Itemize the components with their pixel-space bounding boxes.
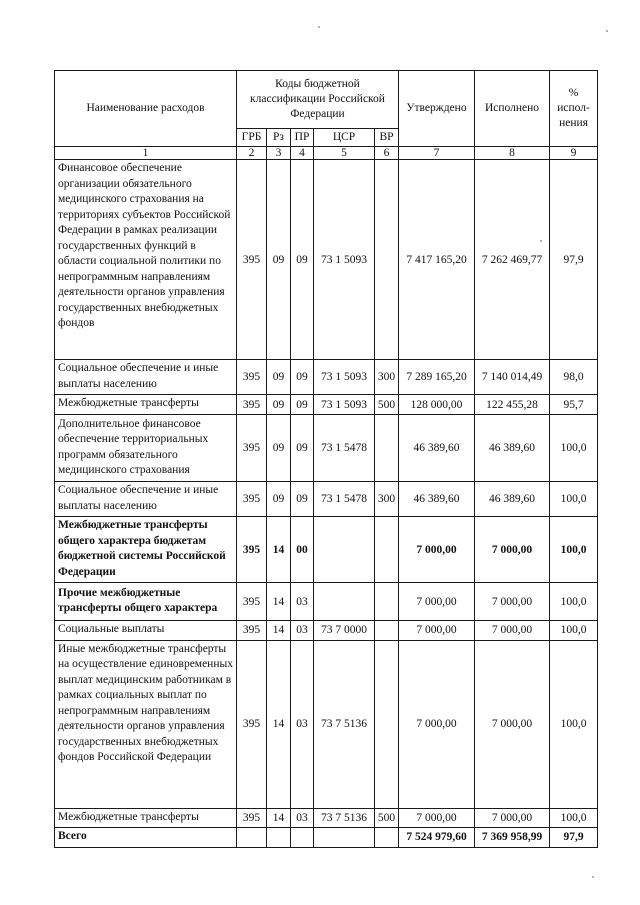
row-grb: 395 xyxy=(237,482,267,517)
table-row xyxy=(55,360,598,395)
row-csr: 73 7 0000 xyxy=(314,621,375,641)
table-row xyxy=(55,415,598,482)
row-grb: 395 xyxy=(237,808,267,828)
row-rz: 14 xyxy=(267,640,291,808)
row-pr: 00 xyxy=(291,517,314,583)
row-rz: 14 xyxy=(267,517,291,583)
header-codes: Коды бюджетной классификации Российской Федерации xyxy=(237,71,399,129)
total-approved: 7 524 979,60 xyxy=(399,828,475,848)
row-name: Финансовое обеспечение организации обязательного медицинского страхования на территориях субъектов Российской Федерации в рамках реализации государственных функций в области социальной политики по непрограммным направлениям деятельности органов управления государственных внебюджетных фондов xyxy=(55,160,237,360)
row-approved: 46 389,60 xyxy=(399,415,475,482)
row-percent: 100,0 xyxy=(550,517,598,583)
row-executed: 7 000,00 xyxy=(475,517,550,583)
header-vr: ВР xyxy=(375,129,399,147)
row-percent: 100,0 xyxy=(550,808,598,828)
row-rz: 09 xyxy=(267,160,291,360)
table-row xyxy=(55,395,598,415)
row-rz: 09 xyxy=(267,482,291,517)
row-csr xyxy=(314,583,375,621)
row-grb: 395 xyxy=(237,621,267,641)
row-rz: 09 xyxy=(267,360,291,395)
header-executed: Исполнено xyxy=(475,71,550,147)
row-approved: 7 000,00 xyxy=(399,621,475,641)
row-executed: 7 140 014,49 xyxy=(475,360,550,395)
table-row xyxy=(55,640,598,808)
scan-speck xyxy=(592,876,594,878)
row-grb: 395 xyxy=(237,640,267,808)
row-pr: 09 xyxy=(291,160,314,360)
row-approved: 7 000,00 xyxy=(399,517,475,583)
row-percent: 100,0 xyxy=(550,583,598,621)
scan-speck xyxy=(606,30,608,32)
row-vr xyxy=(375,640,399,808)
column-index: 8 xyxy=(475,147,550,160)
table-body xyxy=(55,160,598,828)
column-index-row xyxy=(55,147,598,160)
row-grb: 395 xyxy=(237,415,267,482)
row-pr: 09 xyxy=(291,482,314,517)
header-csr: ЦСР xyxy=(314,129,375,147)
row-vr: 500 xyxy=(375,808,399,828)
row-name: Межбюджетные трансферты xyxy=(55,395,237,415)
column-index: 5 xyxy=(314,147,375,160)
table-row xyxy=(55,482,598,517)
row-approved: 7 000,00 xyxy=(399,808,475,828)
total-label: Всего xyxy=(55,828,237,848)
row-grb: 395 xyxy=(237,583,267,621)
column-index: 3 xyxy=(267,147,291,160)
row-csr: 73 1 5478 xyxy=(314,415,375,482)
row-name: Социальное обеспечение и иные выплаты населению xyxy=(55,360,237,395)
row-vr: 300 xyxy=(375,360,399,395)
row-executed: 7 262 469,77 xyxy=(475,160,550,360)
row-rz: 14 xyxy=(267,621,291,641)
row-pr: 09 xyxy=(291,395,314,415)
row-percent: 100,0 xyxy=(550,482,598,517)
row-executed: 7 000,00 xyxy=(475,621,550,641)
total-row xyxy=(55,828,598,848)
row-grb: 395 xyxy=(237,360,267,395)
header-pr: ПР xyxy=(291,129,314,147)
row-pr: 09 xyxy=(291,415,314,482)
header-approved: Утверждено xyxy=(399,71,475,147)
row-vr xyxy=(375,621,399,641)
header-grb: ГРБ xyxy=(237,129,267,147)
row-pr: 03 xyxy=(291,621,314,641)
column-index: 2 xyxy=(237,147,267,160)
row-csr: 73 1 5093 xyxy=(314,395,375,415)
column-index: 7 xyxy=(399,147,475,160)
row-percent: 100,0 xyxy=(550,621,598,641)
row-approved: 7 417 165,20 xyxy=(399,160,475,360)
row-csr xyxy=(314,517,375,583)
row-rz: 09 xyxy=(267,415,291,482)
table-row xyxy=(55,160,598,360)
table-row xyxy=(55,808,598,828)
row-approved: 7 000,00 xyxy=(399,640,475,808)
row-name: Межбюджетные трансферты xyxy=(55,808,237,828)
row-vr xyxy=(375,517,399,583)
row-percent: 98,0 xyxy=(550,360,598,395)
row-name: Иные межбюджетные трансферты на осуществление единовременных выплат медицинским работникам в рамках социальных выплат по непрограммным направлениям деятельности органов управления государственных внебюджетных фондов Российской Федерации xyxy=(55,640,237,808)
row-name: Дополнительное финансовое обеспечение территориальных программ обязательного медицинского страхования xyxy=(55,415,237,482)
total-executed: 7 369 958,99 xyxy=(475,828,550,848)
row-executed: 46 389,60 xyxy=(475,415,550,482)
row-csr: 73 1 5093 xyxy=(314,360,375,395)
row-name: Межбюджетные трансферты общего характера бюджетам бюджетной системы Российской Федерации xyxy=(55,517,237,583)
row-executed: 46 389,60 xyxy=(475,482,550,517)
scan-speck xyxy=(318,26,320,28)
row-approved: 128 000,00 xyxy=(399,395,475,415)
row-csr: 73 1 5093 xyxy=(314,160,375,360)
row-name: Прочие межбюджетные трансферты общего характера xyxy=(55,583,237,621)
row-name: Социальное обеспечение и иные выплаты населению xyxy=(55,482,237,517)
row-vr xyxy=(375,160,399,360)
header-percent: % испол-нения xyxy=(550,71,598,147)
row-vr: 500 xyxy=(375,395,399,415)
row-pr: 09 xyxy=(291,360,314,395)
row-approved: 7 000,00 xyxy=(399,583,475,621)
table-row xyxy=(55,621,598,641)
row-csr: 73 1 5478 xyxy=(314,482,375,517)
row-grb: 395 xyxy=(237,160,267,360)
column-index: 1 xyxy=(55,147,237,160)
row-rz: 09 xyxy=(267,395,291,415)
row-executed: 7 000,00 xyxy=(475,640,550,808)
row-percent: 95,7 xyxy=(550,395,598,415)
budget-expense-table xyxy=(54,70,598,848)
row-percent: 100,0 xyxy=(550,415,598,482)
row-pr: 03 xyxy=(291,583,314,621)
row-approved: 7 289 165,20 xyxy=(399,360,475,395)
row-executed: 7 000,00 xyxy=(475,808,550,828)
scan-speck xyxy=(540,240,542,242)
header-name: Наименование расходов xyxy=(55,71,237,147)
column-index: 9 xyxy=(550,147,598,160)
row-vr xyxy=(375,583,399,621)
column-index: 4 xyxy=(291,147,314,160)
row-percent: 100,0 xyxy=(550,640,598,808)
table-row xyxy=(55,583,598,621)
header-rz: Рз xyxy=(267,129,291,147)
row-csr: 73 7 5136 xyxy=(314,640,375,808)
table-row xyxy=(55,517,598,583)
total-percent: 97,9 xyxy=(550,828,598,848)
row-rz: 14 xyxy=(267,808,291,828)
row-pr: 03 xyxy=(291,808,314,828)
row-rz: 14 xyxy=(267,583,291,621)
row-csr: 73 7 5136 xyxy=(314,808,375,828)
header-row xyxy=(55,71,598,129)
row-grb: 395 xyxy=(237,395,267,415)
row-approved: 46 389,60 xyxy=(399,482,475,517)
row-grb: 395 xyxy=(237,517,267,583)
row-executed: 122 455,28 xyxy=(475,395,550,415)
budget-expense-table-sheet xyxy=(54,70,597,848)
row-vr xyxy=(375,415,399,482)
row-percent: 97,9 xyxy=(550,160,598,360)
row-pr: 03 xyxy=(291,640,314,808)
row-vr: 300 xyxy=(375,482,399,517)
column-index: 6 xyxy=(375,147,399,160)
row-name: Социальные выплаты xyxy=(55,621,237,641)
row-executed: 7 000,00 xyxy=(475,583,550,621)
